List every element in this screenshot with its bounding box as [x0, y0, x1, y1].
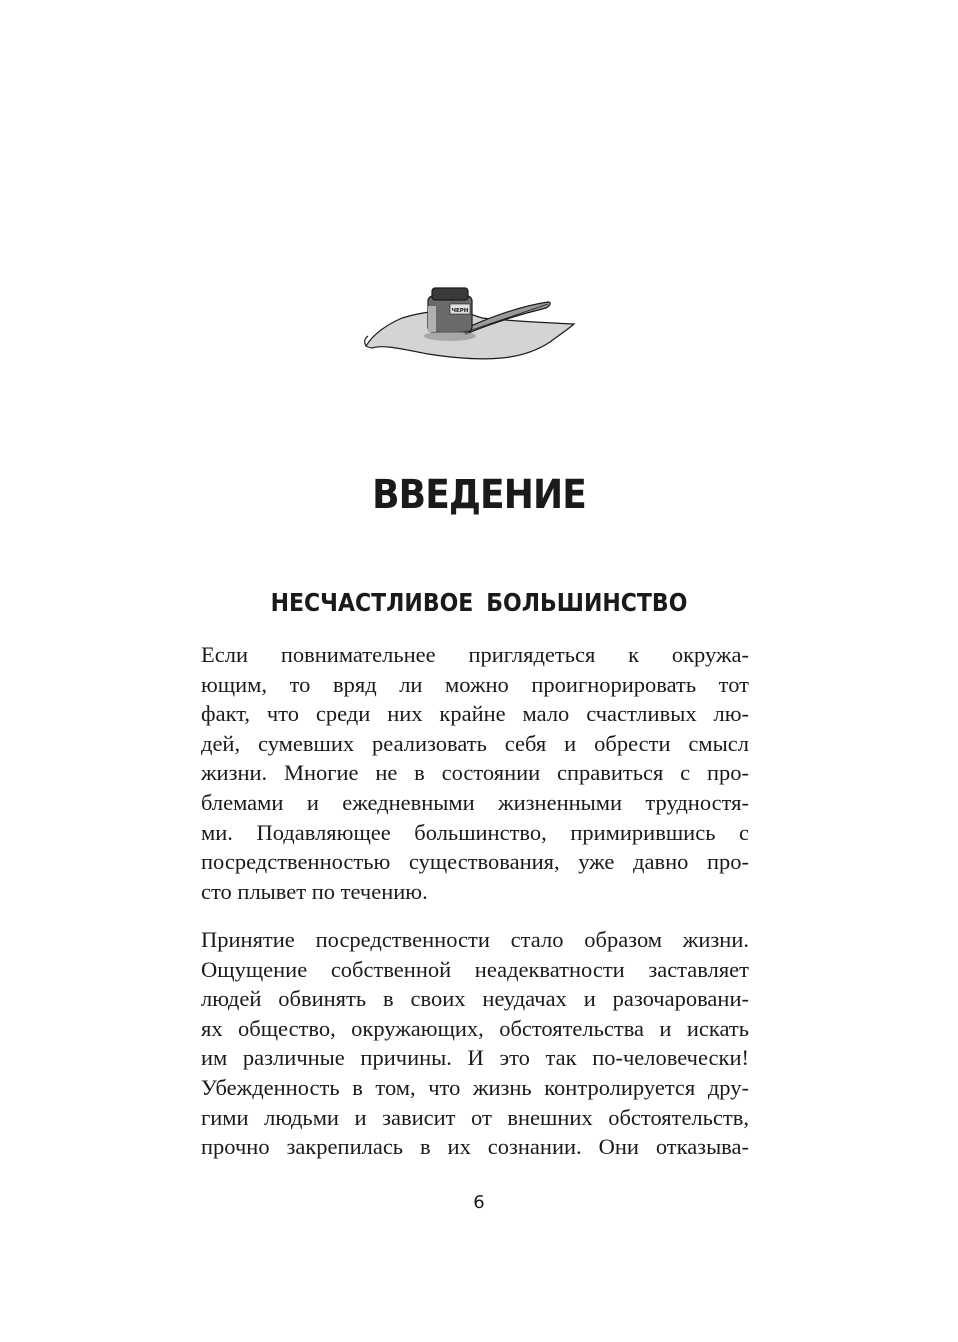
text-line: прочно закрепилась в их сознании. Они отказыва-: [201, 1134, 749, 1160]
text-line: сто плывет по течению.: [201, 878, 428, 904]
text-line: посредственностью существования, уже давно про-: [201, 849, 749, 875]
section-title: НЕСЧАСТЛИВОЕ БОЛЬШИНСТВО: [270, 588, 688, 617]
paragraph-2: [201, 925, 749, 1162]
text-line: дей, сумевших реализовать себя и обрести смысл: [201, 730, 749, 756]
page-number: 6: [473, 1192, 485, 1213]
inkwell-quill-icon: [362, 284, 582, 364]
inkwell-label: ЧЕРН: [451, 308, 469, 314]
chapter-title: ВВЕДЕНИЕ: [372, 472, 586, 518]
text-line: жизни. Многие не в состоянии справиться с про-: [201, 760, 749, 786]
text-line: Ощущение собственной неадекватности заставляет: [201, 956, 749, 982]
text-line: факт, что среди них крайне мало счастливых лю-: [201, 701, 749, 727]
text-line: Принятие посредственности стало образом жизни.: [201, 927, 749, 952]
text-line: им различные причины. И это так по-человечески!: [201, 1045, 749, 1071]
text-line: ях общество, окружающих, обстоятельства и искать: [201, 1015, 749, 1041]
text-line: Убежденность в том, что жизнь контролируется дру-: [201, 1074, 749, 1100]
text-line: блемами и ежедневными жизненными трудностя-: [201, 789, 749, 815]
text-line: людей обвинять в своих неудачах и разочаровани-: [201, 986, 749, 1012]
text-line: Если повнимательнее приглядеться к окружа-: [201, 642, 749, 667]
text-line: ми. Подавляющее большинство, примирившись с: [201, 819, 749, 845]
paragraph-1: [201, 640, 749, 906]
text-line: гими людьми и зависит от внешних обстоятельств,: [201, 1104, 749, 1130]
text-line: ющим, то вряд ли можно проигнорировать тот: [201, 671, 749, 697]
